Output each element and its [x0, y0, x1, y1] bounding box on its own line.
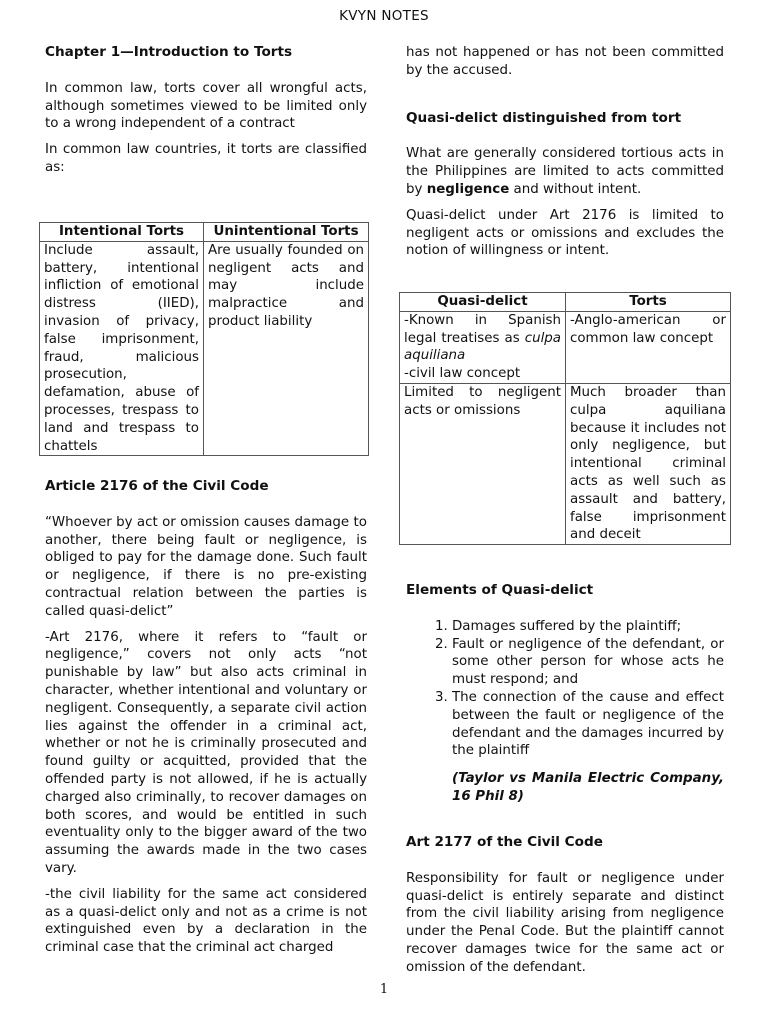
distinguished-paragraph-2: Quasi-delict under Art 2176 is limited to negligent acts or omissions and excludes the notion of willingness or intent.: [406, 207, 724, 259]
article-2176-paragraph-2-continued: has not happened or has not been committed by the accused.: [406, 45, 724, 78]
negligence-emphasis: negligence: [426, 181, 510, 197]
distinguished-paragraph-1: [406, 145, 724, 198]
list-item: 3. The connection of the cause and effect between the fault or negligence of the defendant and the damages incurred by the plaintiff: [452, 689, 724, 760]
culpa-aquiliana-term: culpa aquiliana: [404, 330, 561, 364]
quasi-delict-header: Quasi-delict: [400, 293, 566, 312]
article-2176-paragraph-1: -Art 2176, where it refers to “fault or negligence,” covers not only acts “not punishable by law” but also acts criminal in character, whether intentional and voluntary or negligent. Consequently, a separate civil action lies against the offender in a criminal act, whether or not he is criminally prosecuted and found guilty or acquitted, provided that the offended party is not allowed, if he is actually charged also criminally, to recover damages on both scores, and would be entitled in such eventuality only to the bigger award of the two assuming the awards made in the two cases vary.: [45, 629, 367, 876]
chapter-paragraph-1: In common law, torts cover all wrongful acts, although sometimes viewed to be limited only to a wrong independent of a contract: [45, 80, 367, 132]
elements-title: Elements of Quasi-delict: [406, 582, 594, 598]
quasi-delict-scope-cell: Limited to negligent acts or omissions: [400, 383, 566, 544]
torts-origin-cell: -Anglo-american or common law concept: [566, 311, 731, 383]
article-2177-paragraph: Responsibility for fault or negligence under quasi-delict is entirely separate and distinct from the civil liability arising from negligence under the Penal Code. But the plaintiff cannot recover damages twice for the same act or omission of the defendant.: [406, 870, 724, 975]
table-header-row: [400, 293, 731, 312]
unintentional-torts-header: Unintentional Torts: [204, 223, 369, 242]
table-header-row: [40, 223, 369, 242]
distinguished-title: Quasi-delict distinguished from tort: [406, 109, 682, 126]
quasi-delict-vs-torts-table: [399, 292, 731, 545]
elements-section: [406, 582, 724, 814]
article-2176-paragraph-2: -the civil liability for the same act considered as a quasi-delict only and not as a crime is not extinguished even by a declaration in the criminal case that the criminal act charged: [45, 886, 367, 956]
chapter-title: Chapter 1—Introduction to Torts: [45, 44, 293, 60]
article-2176-quote: “Whoever by act or omission causes damage to another, there being fault or negligence, is obliged to pay for the damage done. Such fault or negligence, if there is no pre-existing contractual relation between the parties is called quasi-delict”: [45, 514, 367, 619]
article-2177-title: Art 2177 of the Civil Code: [406, 834, 603, 850]
article-2176-section: [45, 478, 367, 965]
civil-law-concept-text: -civil law concept: [404, 366, 521, 382]
left-column: [45, 44, 367, 185]
quasi-delict-origin-cell: [400, 311, 566, 383]
case-citation: (Taylor vs Manila Electric Company, 16 Phil 8): [452, 771, 724, 804]
intentional-torts-header: Intentional Torts: [40, 223, 204, 242]
article-2177-section: [406, 834, 724, 985]
torts-classification-table: [39, 222, 369, 456]
list-item: 2. Fault or negligence of the defendant, or some other person for whose acts he must respond; and: [452, 636, 724, 689]
unintentional-torts-cell: Are usually founded on negligent acts and may include malpractice and product liability: [204, 241, 369, 456]
distinguished-text-before: What are generally considered tortious acts in the Philippines are limited to acts committed by: [406, 146, 724, 197]
quasi-delict-origin-text: -Known in Spanish legal treatises as: [404, 312, 561, 346]
page-number: 1: [379, 982, 389, 997]
table-row: [400, 383, 731, 544]
list-item: 1. Damages suffered by the plaintiff;: [452, 618, 724, 636]
chapter-paragraph-2: In common law countries, it torts are classified as:: [45, 142, 367, 175]
elements-list: [406, 618, 724, 760]
article-2176-title: Article 2176 of the Civil Code: [45, 478, 269, 494]
page-header: KVYN NOTES: [339, 8, 429, 24]
torts-header: Torts: [566, 293, 731, 312]
table-row: [400, 311, 731, 383]
distinguished-text-after: and without intent.: [509, 181, 642, 197]
table-row: [40, 241, 369, 456]
intentional-torts-cell: Include assault, battery, intentional infliction of emotional distress (IIED), invasion of privacy, false imprisonment, fraud, malicious prosecution, defamation, abuse of processes, trespass to land and trespass to chattels: [40, 241, 204, 456]
right-column: [406, 44, 724, 268]
torts-scope-cell: Much broader than culpa aquiliana because it includes not only negligence, but intentional criminal acts as well such as assault and battery, false imprisonment and deceit: [566, 383, 731, 544]
